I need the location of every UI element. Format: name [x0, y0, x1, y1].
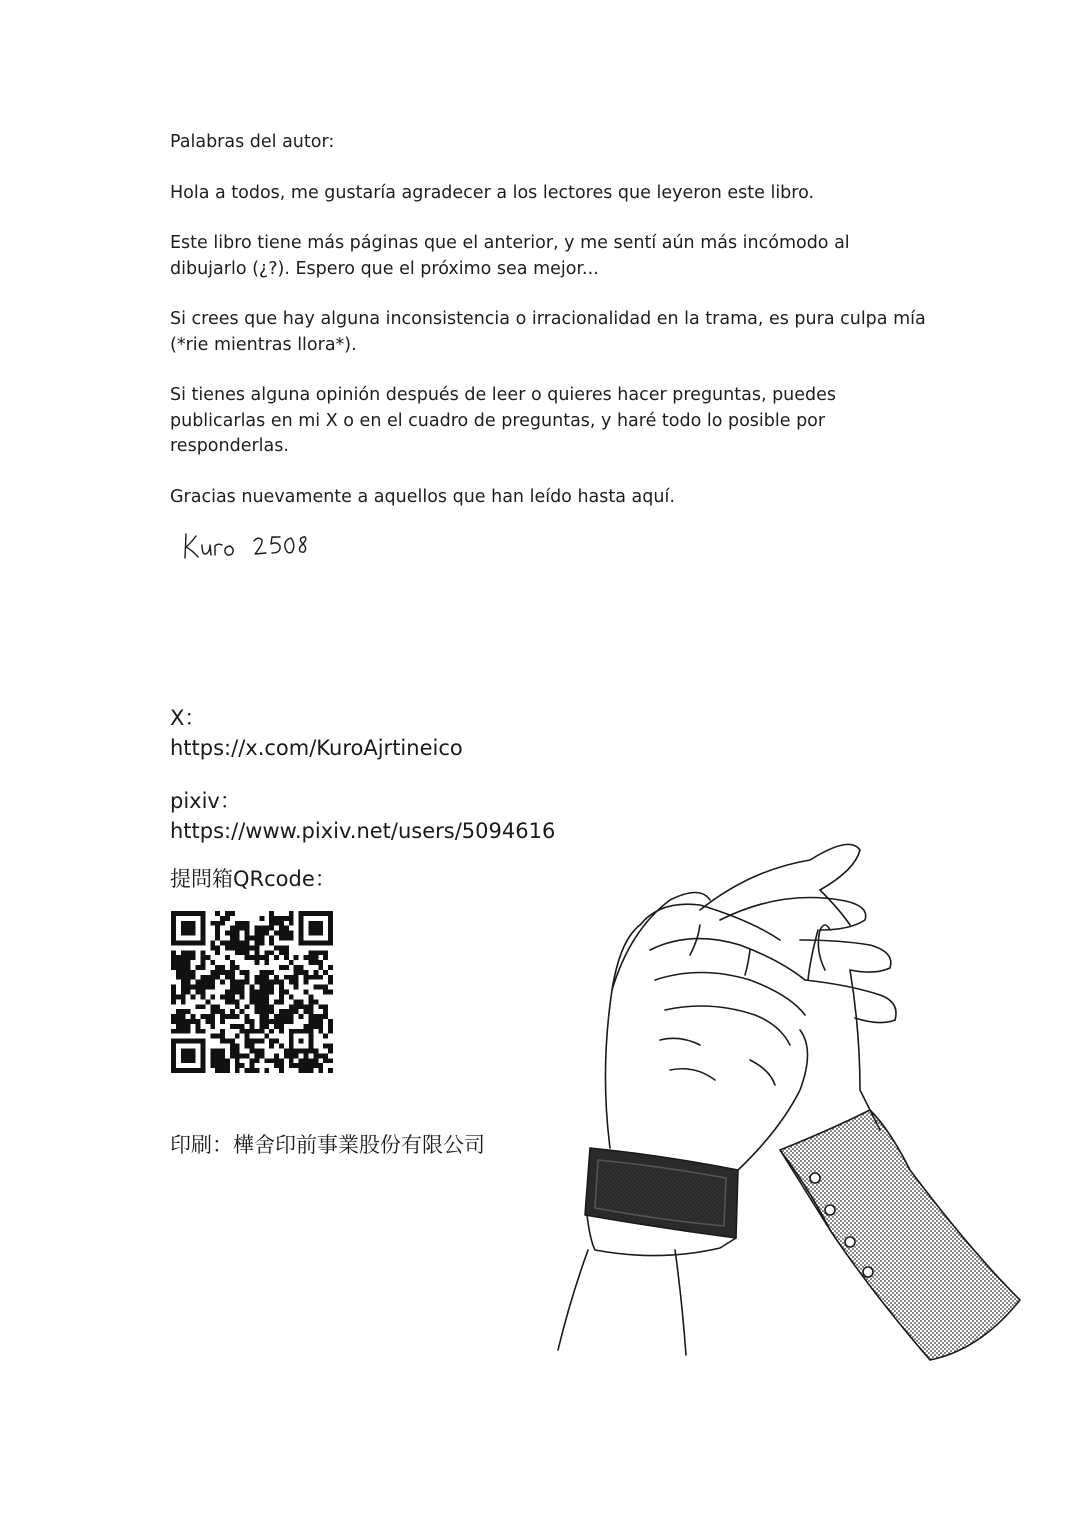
afterword-paragraph-4: Si tienes alguna opinión después de leer o quieres hacer preguntas, puedes publicarlas en mi X o en el cuadro de preguntas, y haré todo lo posible por responderlas. [170, 385, 837, 456]
afterword-paragraph-5: Gracias nuevamente a aquellos que han leído hasta aquí. [170, 486, 675, 507]
afterword-heading: Palabras del autor: [170, 132, 335, 152]
qr-code-label: 提問箱QRcode： [170, 867, 336, 891]
afterword-paragraph-3: Si crees que hay alguna inconsistencia o irracionalidad en la trama, es pura culpa mía (*rie mientras llora*). [170, 309, 926, 355]
handwritten-signature [180, 528, 320, 562]
x-link-group [170, 703, 555, 763]
author-afterword [170, 130, 930, 535]
pixiv-link-group [170, 786, 555, 846]
x-label: X： [170, 706, 206, 730]
contact-links [170, 703, 555, 869]
pixiv-label: pixiv： [170, 789, 241, 813]
afterword-paragraph-2: Este libro tiene más páginas que el anterior, y me sentí aún más incómodo al dibujarlo (¿?). Espero que el próximo sea mejor... [170, 233, 850, 279]
printer-credit: 印刷：樺舍印前事業股份有限公司 [170, 1133, 485, 1157]
pixiv-url: https://www.pixiv.net/users/5094616 [170, 819, 556, 843]
clasped-hands-illustration [550, 830, 1030, 1390]
afterword-paragraph-1: Hola a todos, me gustaría agradecer a los lectores que leyeron este libro. [170, 182, 815, 203]
x-url: https://x.com/KuroAjrtineico [170, 736, 463, 760]
qr-code [171, 911, 333, 1073]
